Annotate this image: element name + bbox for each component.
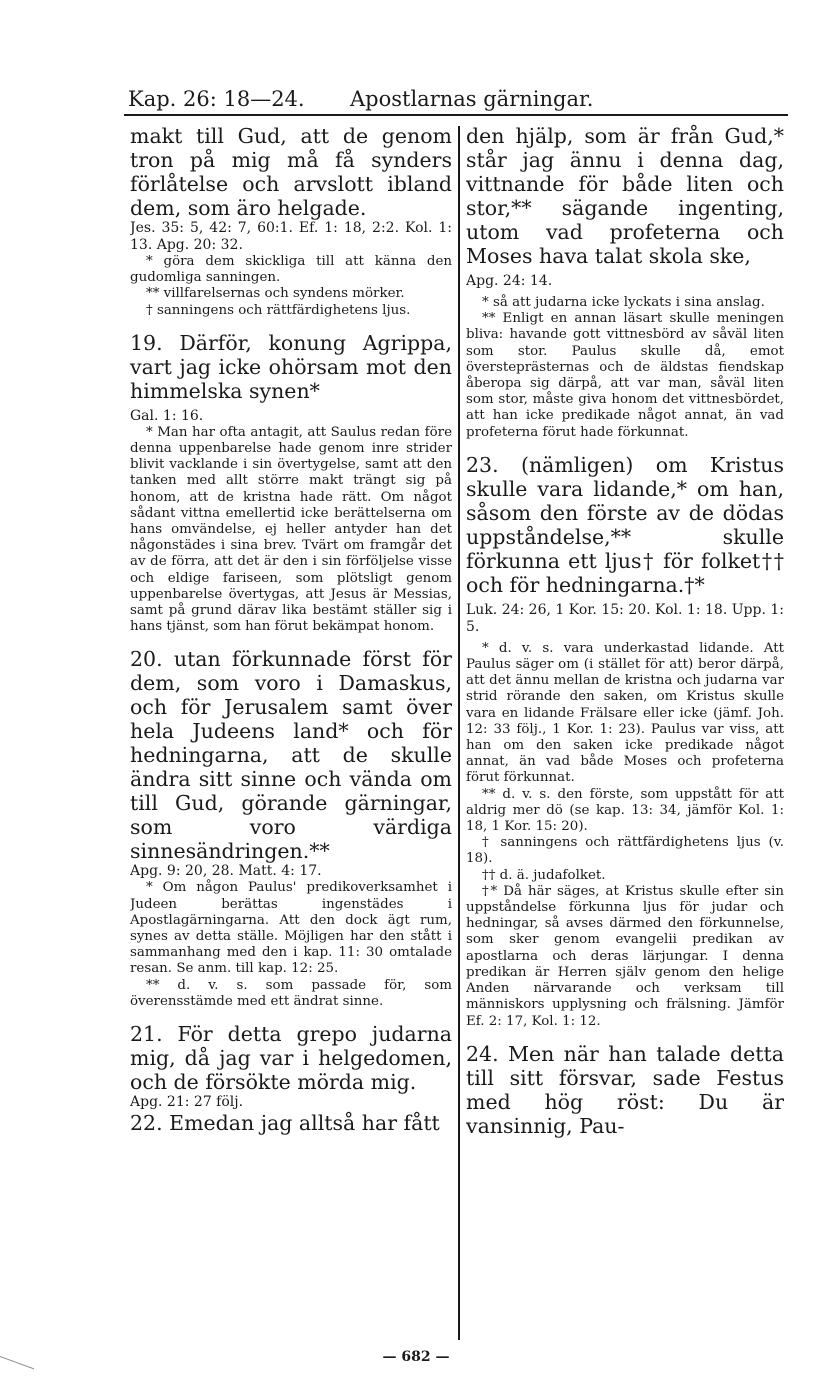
footnote: † sanningens och rättfärdighetens ljus. — [146, 302, 411, 318]
running-header — [128, 84, 782, 114]
cross-reference: Gal. 1: 16. — [130, 407, 204, 424]
footnote: * Om någon Paulus' predikoverksamhet i Judeen berättas ingenstädes i Apostlagärningarna. Att den dock ägt rum, synes av detta ställe. Möjligen har den stått i sammanhang med den i kap. 11: 30 omtalade resan. Se anm. till kap. 12: 25. — [130, 880, 452, 977]
footnote: ** d. v. s. den förste, som uppstått för att aldrig mer dö (se kap. 13: 34, jämför Kol. 1: 18, 1 Kor. 15: 20). — [466, 786, 784, 835]
cross-reference: Apg. 9: 20, 28. Matt. 4: 17. — [130, 863, 322, 880]
book-title: Apostlarnas gärningar. — [350, 87, 594, 111]
cross-reference: Jes. 35: 5, 42: 7, 60:1. Ef. 1: 18, 2:2. Kol. 1: 13. Apg. 20: 32. — [130, 220, 452, 253]
left-column — [130, 124, 452, 1346]
footnote: ** d. v. s. som passade för, som överensstämde med ett ändrat sinne. — [130, 977, 452, 1009]
column-divider — [458, 126, 460, 1340]
right-column — [466, 124, 784, 1346]
verse-19: 19. Därför, konung Agrippa, vart jag icke ohörsam mot den himmelska synen* — [130, 330, 452, 403]
verse-text: makt till Gud, att de genom tron på mig må få synders förlåtelse och arvslott ibland dem, som äro helgade. — [130, 124, 452, 220]
verse-21: 21. För detta grepo judarna mig, då jag var i helgedomen, och de försökte mörda mig. — [130, 1022, 452, 1095]
footnote: ** villfarelsernas och syndens mörker. — [146, 286, 405, 302]
cross-reference: Apg. 24: 14. — [466, 273, 553, 289]
footnote: * d. v. s. vara underkastad lidande. Att Paulus säger om (i stället för att) beror därpå, att det ännu mellan de kristna och judarna var strid rörande den saken, om Kristus skulle vara en lidande Frälsare eller icke (jämf. Joh. 12: 33 följ., 1 Kor. 1: 23). Paulus var viss, att han om den saken icke predikade något annat, än vad både Moses och profeterna förut förkunnat. — [466, 640, 784, 786]
footnote: * så att judarna icke lyckats i sina anslag. — [482, 295, 765, 310]
verse-20: 20. utan förkunnade först för dem, som voro i Damaskus, och för Jerusalem samt över hela Judeens land* och för hedningarna, att de skulle ändra sitt sinne och vända om till Gud, görande gärningar, som voro värdiga sinnesändringen.** — [130, 647, 452, 864]
footnote: †* Då här säges, at Kristus skulle efter sin uppståndelse förkunna ljus för judar och hedningar, så avses därmed den förkunnelse, som sker genom evangelii predikan av apostlarna och deras lärjungar. I denna predikan är Herren själv genom den helige Anden närvarande och verksam till människors upplysning och frälsning. Jämför Ef. 2: 17, Kol. 1: 12. — [466, 883, 784, 1029]
footnote: * Man har ofta antagit, att Saulus redan före denna uppenbarelse hade genom inre strider blivit vacklande i sin övertygelse, samt att den tanken med allt större makt trängt sig på honom, att de kristna hade rätt. Om något sådant vittna emellertid icke berättelserna om hans omvändelse, ej heller antyder han det någonstädes i sina brev. Tvärt om framgår det av de förra, att det är den i sin förföljelse visse och eldige fariseen, som plötsligt genom uppenbarelse övertygas, att Jesus är Messias, samt på grund därav lika bestämt ställer sig i hans tjänst, som han förut bekämpat honom. — [130, 424, 452, 635]
verse-text: den hjälp, som är från Gud,* står jag ännu i denna dag, vittnande för både liten och stor,** sägande ingenting, utom vad profeterna och Moses hava talat skola ske, — [466, 124, 784, 268]
verse-24: 24. Men när han talade detta till sitt försvar, sade Festus med hög röst: Du är vansinnig, Pau- — [466, 1041, 784, 1138]
footnote: * göra dem skickliga till att känna den gudomliga sanningen. — [130, 254, 452, 286]
verse-23: 23. (nämligen) om Kristus skulle vara lidande,* om han, såsom den förste av de dödas uppståndelse,** skulle förkunna ett ljus† för folket†† och för hedningarna.†* — [466, 452, 784, 597]
footnote: †† d. ä. judafolket. — [482, 867, 606, 883]
cross-reference: Apg. 21: 27 följ. — [130, 1094, 244, 1111]
page-number: — 682 — — [382, 1349, 450, 1365]
verse-22: 22. Emedan jag alltså har fått — [130, 1111, 440, 1136]
cross-reference: Luk. 24: 26, 1 Kor. 15: 20. Kol. 1: 18. Upp. 1: 5. — [466, 601, 784, 635]
footnote: ** Enligt en annan läsart skulle meningen bliva: havande gott vittnesbörd av såväl liten som stor. Paulus skulle då, emot översteprästernas och de äldstas fiendskap åberopa sig därpå, att var man, såväl liten som stor, måste giva honom det vittnesbördet, att han icke predikade något annat, än vad profeterna förut hade förkunnat. — [466, 311, 784, 440]
header-rule — [124, 114, 788, 116]
footnote: † sanningens och rättfärdighetens ljus (v. 18). — [466, 835, 784, 867]
chapter-reference: Kap. 26: 18—24. — [128, 87, 305, 111]
